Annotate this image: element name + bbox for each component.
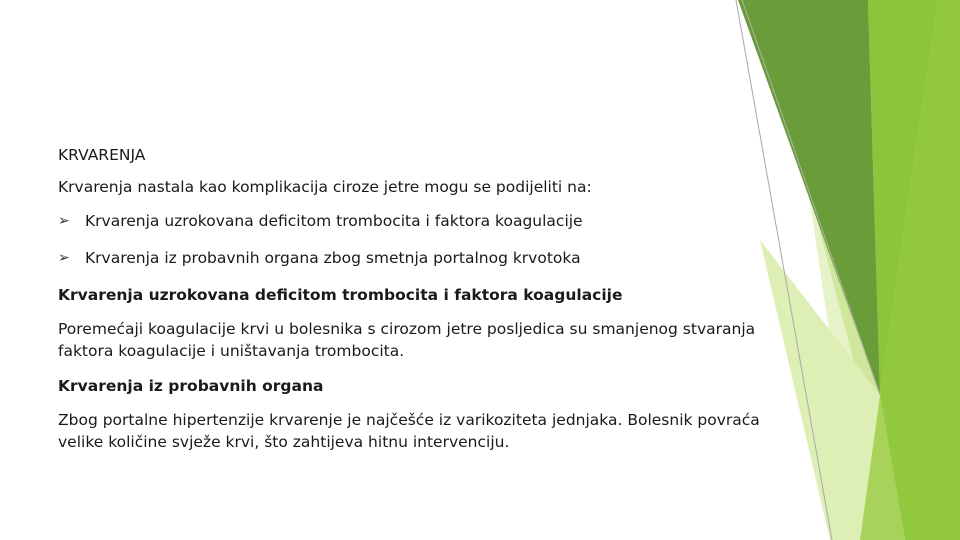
arrow-bullet-icon: ➢ [58,213,70,229]
section-coagulation [58,284,888,362]
bullet-text: Krvarenja iz probavnih organa zbog smetnja portalnog krvotoka [85,249,581,267]
slide-content [58,144,888,466]
section-text: Poremećaji koagulacije krvi u bolesnika s cirozom jetre posljedica su smanjenog stvaranja faktora koagulacije i uništavanja trombocita. [58,320,756,360]
intro-text: Krvarenja nastala kao komplikacija ciroze jetre mogu se podijeliti na: [58,178,592,196]
section-text: Zbog portalne hipertenzije krvarenje je najčešće iz varikoziteta jednjaka. Bolesnik povraća velike količine svježe krvi, što zahtijeva hitnu intervenciju. [58,411,760,451]
section-digestive [58,375,888,453]
slide-heading: KRVARENJA [58,146,146,164]
bullet-item [58,247,888,269]
bullet-item [58,210,888,232]
arrow-bullet-icon: ➢ [58,250,70,266]
bullet-text: Krvarenja uzrokovana deficitom trombocita i faktora koagulacije [85,212,583,230]
section-title: Krvarenja uzrokovana deficitom trombocita i faktora koagulacije [58,286,623,304]
section-title: Krvarenja iz probavnih organa [58,377,324,395]
